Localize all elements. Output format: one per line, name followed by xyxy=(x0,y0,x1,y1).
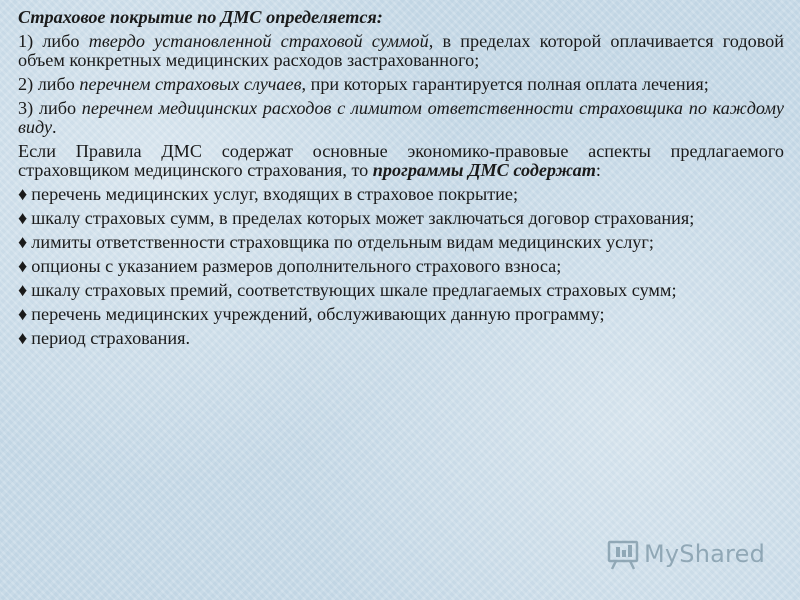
diamond-bullet-icon: ♦ xyxy=(18,256,28,276)
item-2-text-a: либо xyxy=(33,74,80,94)
bullet-item xyxy=(18,329,784,348)
diamond-bullet-icon: ♦ xyxy=(18,280,28,300)
item-1-text-c: , в пределах которой оплачивается годовой объем конкретных медицинских расходов застрахованного; xyxy=(18,31,784,70)
item-3 xyxy=(18,99,784,137)
diamond-bullet-icon: ♦ xyxy=(18,184,28,204)
item-2-emphasis: перечнем страховых случаев xyxy=(79,74,302,94)
item-2-text-c: , при которых гарантируется полная оплата лечения; xyxy=(301,74,709,94)
bullet-item xyxy=(18,209,784,228)
item-1 xyxy=(18,32,784,70)
bullet-text: перечень медицинских услуг, входящих в страховое покрытие; xyxy=(31,184,519,204)
bullet-text: лимиты ответственности страховщика по отдельным видам медицинских услуг; xyxy=(31,232,654,252)
rules-text-c: : xyxy=(595,160,601,180)
rules-text-a: Если Правила ДМС содержат основные экономико-правовые аспекты предлагаемого страховщиком медицинского страхования, то xyxy=(18,141,784,180)
slide-title: Страховое покрытие по ДМС определяется: xyxy=(18,7,383,27)
rules-paragraph xyxy=(18,142,784,180)
bullet-item xyxy=(18,185,784,204)
watermark-text: MyShared xyxy=(644,540,766,568)
bullet-item xyxy=(18,257,784,276)
bullet-item xyxy=(18,281,784,300)
bullet-item xyxy=(18,233,784,252)
diamond-bullet-icon: ♦ xyxy=(18,232,28,252)
slide-content xyxy=(18,8,784,353)
item-3-text-c: . xyxy=(52,117,57,137)
presentation-board-icon xyxy=(606,537,640,571)
bullet-text: перечень медицинских учреждений, обслуживающих данную программу; xyxy=(31,304,605,324)
item-1-number: 1) xyxy=(18,31,34,51)
watermark-logo xyxy=(606,536,765,572)
rules-emphasis: программы ДМС содержат xyxy=(372,160,596,180)
item-3-text-a: либо xyxy=(33,98,82,118)
bullet-text: шкалу страховых сумм, в пределах которых может заключаться договор страхования; xyxy=(31,208,695,228)
item-3-emphasis: перечнем медицинских расходов с лимитом ответственности страховщика по каждому виду xyxy=(18,98,784,137)
bullet-text: опционы с указанием размеров дополнительного страхового взноса; xyxy=(31,256,562,276)
item-1-emphasis: твердо установленной страховой суммой xyxy=(88,31,429,51)
item-1-text-a: либо xyxy=(33,31,89,51)
item-3-number: 3) xyxy=(18,98,34,118)
bullet-text: шкалу страховых премий, соответствующих шкале предлагаемых страховых сумм; xyxy=(31,280,677,300)
bullet-text: период страхования. xyxy=(31,328,190,348)
diamond-bullet-icon: ♦ xyxy=(18,328,28,348)
diamond-bullet-icon: ♦ xyxy=(18,304,28,324)
item-2-number: 2) xyxy=(18,74,34,94)
item-2 xyxy=(18,75,784,94)
bullet-item xyxy=(18,305,784,324)
diamond-bullet-icon: ♦ xyxy=(18,208,28,228)
